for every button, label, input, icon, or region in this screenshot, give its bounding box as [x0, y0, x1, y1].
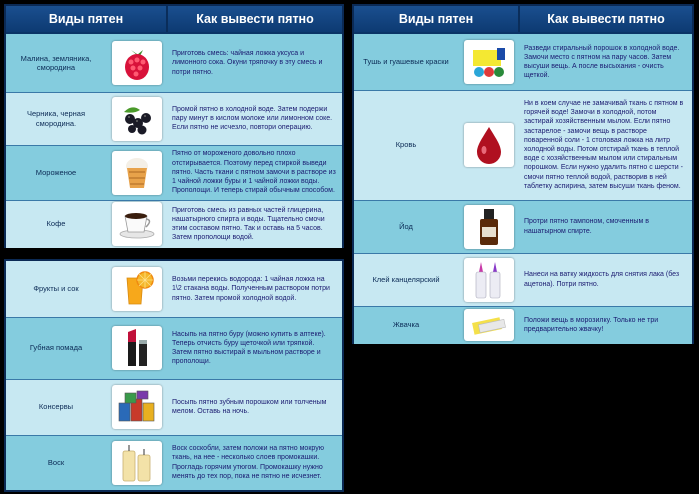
stain-name: Черника, черная смородина. [26, 109, 86, 128]
table-row [354, 90, 692, 200]
table-row [6, 317, 342, 379]
lipstick-icon [112, 326, 162, 370]
blackcurrant-icon [112, 97, 162, 141]
stain-name: Губная помада [29, 343, 83, 353]
blood-drop-icon [464, 123, 514, 167]
stains-table-1 [4, 4, 344, 248]
removal-instructions: Воск соскобли, затем положи на пятно мокрую ткань, на нее - несколько слоев промокашки. Прогладь горячим утюгом. Промокашку нужно менять до тех пор, пока не пятно не исчезнет. [172, 445, 324, 480]
stain-name: Кофе [46, 219, 66, 229]
table-row [6, 145, 342, 200]
raspberry-icon [112, 41, 162, 85]
orange-juice-icon [112, 267, 162, 311]
stain-name: Мороженое [35, 167, 77, 177]
cans-icon [112, 385, 162, 429]
stain-name: Консервы [38, 402, 74, 412]
removal-instructions: Приготовь смесь из равных частей глицерина, нашатырного спирта и воды. Тщательно смочи этим составом пятно. Так и оставь на 5 часов. Затем прополощи водой. [172, 206, 325, 242]
table-row [6, 261, 342, 317]
stain-name: Малина, земляника, смородина [20, 53, 92, 72]
removal-instructions: Посыпь пятно зубным порошком или толченым мелом. Оставь на ночь. [172, 398, 327, 415]
stains-table-3 [352, 4, 694, 344]
table-row [354, 34, 692, 90]
table-row [6, 379, 342, 435]
table-row [6, 34, 342, 92]
stain-name: Воск [47, 457, 65, 467]
removal-instructions: Промой пятно в холодной воде. Затем подержи пару минут в кислом молоке или лимонном соке. Если пятно не исчезло, повтори операцию. [172, 105, 333, 132]
stain-name: Клей канцелярский [372, 274, 440, 284]
iodine-bottle-icon [464, 205, 514, 249]
header-stain-types: Виды пятен [6, 6, 168, 32]
table-row [6, 435, 342, 490]
header-how-to-remove: Как вывести пятно [196, 12, 314, 26]
table-header [6, 6, 342, 32]
removal-instructions: Ни в коем случае не замачивай ткань с пятном в горячей воде! Замочи в холодной, потом застирай хозяйственным мылом. Если пятно застарелое - замочи вещь в растворе поваренной соли - 1 столовая ложка на литр холодной воды. Потом отстирай ткань в теплой воде с хозяйственным мылом или стиральным порошком. Если нужно удалить пятно с шерсти - смочи пятно теплой водой, растворив в ней таблетку аспирина, затем высуши ткань феном. [524, 99, 684, 190]
table-row [354, 253, 692, 306]
table-row [354, 200, 692, 253]
stain-name: Йод [399, 221, 413, 231]
ice-cream-icon [112, 151, 162, 195]
removal-instructions: Пятно от мороженого довольно плохо отстирывается. Поэтому перед стиркой выведи пятно. Часть ткани с пятном замочи в растворе из 1 чайной ложки буры и 1 чайной ложки воды. Прополощи. И теперь стирай обычным способом. [172, 150, 336, 195]
removal-instructions: Приготовь смесь: чайная ложка уксуса и лимонного сока. Окуни тряпочку в эту смесь и потри пятно. [172, 50, 323, 76]
header-stain-types: Виды пятен [354, 6, 520, 32]
table-row [354, 306, 692, 344]
removal-instructions: Насыпь на пятно буру (можно купить в аптеке). Теперь отчисть буру щеточкой или тряпкой. Затем пятно выстирай в мыльном растворе и прополощи. [172, 330, 326, 366]
chewing-gum-icon [464, 309, 514, 341]
stain-name: Кровь [395, 140, 417, 150]
table-header [354, 6, 692, 32]
header-how-to-remove: Как вывести пятно [547, 12, 665, 26]
removal-instructions: Нанеси на ватку жидкость для снятия лака (без ацетона). Потри пятно. [524, 271, 680, 288]
table-row [6, 200, 342, 248]
removal-instructions: Возьми перекись водорода: 1 чайная ложка на 1\2 стакана воды. Полученным раствором потри пятно. Затем промой холодной водой. [172, 276, 330, 302]
candles-icon [112, 441, 162, 485]
removal-instructions: Протри пятно тампоном, смоченным в нашатырном спирте. [524, 218, 649, 235]
removal-instructions: Положи вещь в морозилку. Только не три предварительно жвачку! [524, 316, 659, 333]
stain-name: Фрукты и сок [33, 284, 79, 294]
stain-name: Жвачка [392, 320, 420, 330]
coffee-cup-icon [112, 202, 162, 246]
paints-icon [464, 40, 514, 84]
glue-bottles-icon [464, 258, 514, 302]
stains-table-2 [4, 259, 344, 492]
stain-name: Тушь и гуашевые краски [363, 57, 449, 67]
table-row [6, 92, 342, 145]
removal-instructions: Разведи стиральный порошок в холодной воде. Замочи место с пятном на пару часов. Затем высуши вещь. А после высыхания - очисть щеткой. [524, 44, 680, 80]
